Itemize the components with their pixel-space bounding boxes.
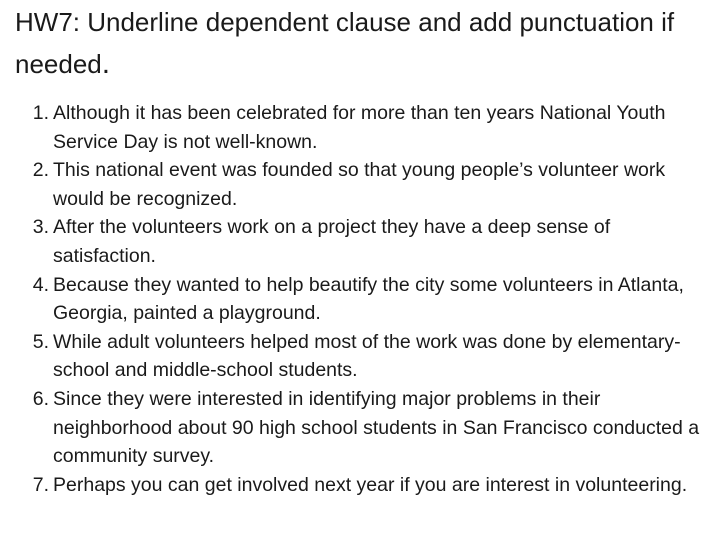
list-item bbox=[15, 471, 705, 500]
list-item bbox=[15, 99, 705, 156]
item-number: 5 . bbox=[15, 328, 49, 357]
item-number: 3 . bbox=[15, 213, 49, 242]
sentence-list bbox=[15, 99, 705, 499]
item-number: 7 . bbox=[15, 471, 49, 500]
item-text: Because they wanted to help beautify the city some volunteers in Atlanta, Georgia, painted a playground. bbox=[53, 273, 684, 325]
page-title bbox=[15, 2, 705, 85]
item-number: 2 . bbox=[15, 156, 49, 185]
item-number: 6 . bbox=[15, 385, 49, 414]
list-item bbox=[15, 156, 705, 213]
list-item bbox=[15, 328, 705, 385]
item-text: Although it has been celebrated for more than ten years National Youth Service Day is not well-known. bbox=[53, 102, 666, 153]
list-item bbox=[15, 385, 705, 471]
list-item bbox=[15, 271, 705, 328]
item-text: This national event was founded so that young people’s volunteer work would be recognized. bbox=[53, 159, 666, 210]
list-item bbox=[15, 213, 705, 270]
item-text: While adult volunteers helped most of the work was done by elementary-school and middle-school students. bbox=[53, 330, 681, 382]
item-number: 4 . bbox=[15, 271, 49, 300]
item-number: 1 . bbox=[15, 99, 49, 128]
item-text: After the volunteers work on a project they have a deep sense of satisfaction. bbox=[53, 216, 611, 267]
item-text: Perhaps you can get involved next year if you are interest in volunteering. bbox=[53, 473, 688, 496]
page-title-period: . bbox=[101, 47, 111, 80]
item-text: Since they were interested in identifying major problems in their neighborhood about 90 high school students in San Francisco conducted a community survey. bbox=[53, 387, 700, 468]
page-title-text: HW7: Underline dependent clause and add punctuation if needed bbox=[15, 7, 675, 79]
